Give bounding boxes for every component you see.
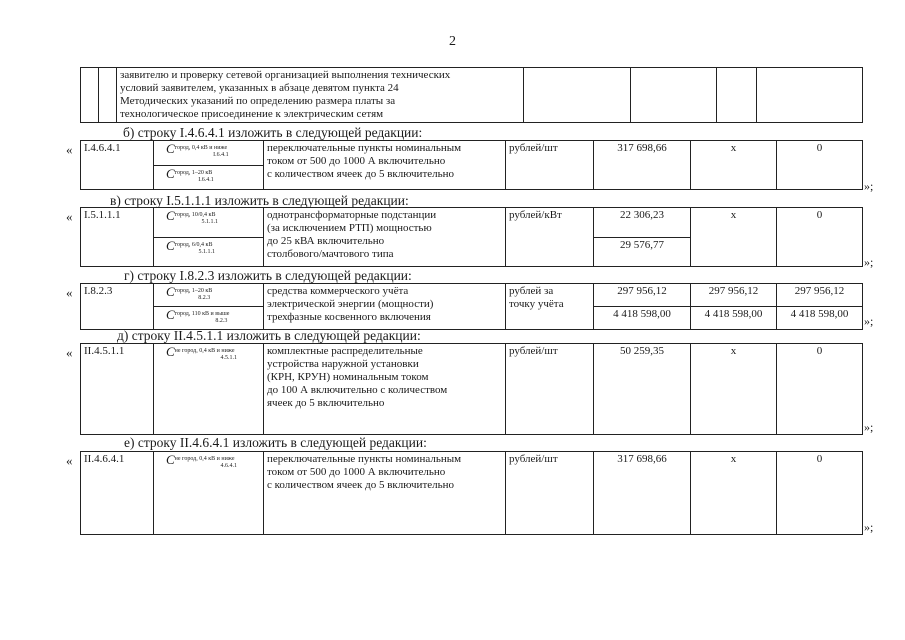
section-heading: б) строку I.4.6.4.1 изложить в следующей редакции: [123,125,423,140]
tariff-symbol: $C^{город, 1-20 кВ}_{8.2.3}$ [154,284,264,307]
value-cell: 297 956,12 [691,284,777,307]
section-heading: д) строку II.4.5.1.1 изложить в следующей редакции: [117,328,421,343]
close-quote: »; [864,314,874,328]
blank-cell [81,68,99,123]
row-unit: рублей/шт [506,141,594,190]
value-cell: x [691,452,777,535]
text-line: заявителю и проверку сетевой организацией выполнения технических [120,69,451,81]
row-code: I.4.6.4.1 [81,141,154,190]
tariff-symbol: $C^{город, 6/0,4 кВ}_{5.1.1.1}$ [154,237,264,267]
open-quote: « [66,142,73,157]
value-cell: 0 [777,208,863,267]
row-table-I.8.2.3 [80,283,863,330]
row-description: комплектные распределительные устройства наружной установки (КРН, КРУН) номинальным током до 100 А включительно с количеством ячеек до 5 включительно [264,344,506,435]
value-cell: 297 956,12 [594,284,691,307]
open-quote: « [66,209,73,224]
tariff-symbol: $C^{город, 0,4 кВ и ниже}_{I.6.4.1}$ [154,141,264,166]
row-unit: рублей за точку учёта [506,284,594,330]
blank-cell [717,68,757,123]
value-cell: x [691,344,777,435]
row-description: однотрансформаторные подстанции (за исключением РТП) мощностью до 25 кВА включительно столбового/мачтового типа [264,208,506,267]
row-unit: рублей/шт [506,452,594,535]
tariff-symbol: $C^{не город, 0,4 кВ и ниже}_{4.5.1.1}$ [154,344,264,435]
value-cell: 50 259,35 [594,344,691,435]
top-continuation-table [80,67,863,123]
row-code: II.4.6.4.1 [81,452,154,535]
close-quote: »; [864,255,874,269]
text-line: Методических указаний по определению размера платы за [120,95,396,107]
value-cell: 317 698,66 [594,452,691,535]
value-cell: 0 [777,452,863,535]
top-text-cell [117,68,524,123]
row-unit: рублей/шт [506,344,594,435]
value-cell: 317 698,66 [594,141,691,190]
value-cell: 4 418 598,00 [594,307,691,330]
blank-cell [524,68,631,123]
value-cell: x [691,141,777,190]
row-description: средства коммерческого учёта электрической энергии (мощности) трехфазные косвенного включения [264,284,506,330]
section-heading: е) строку II.4.6.4.1 изложить в следующей редакции: [124,435,427,450]
row-table-I.4.6.4.1 [80,140,863,190]
tariff-symbol: $C^{город, 1-20 кВ}_{I.6.4.1}$ [154,165,264,190]
value-cell: 0 [777,141,863,190]
row-description: переключательные пункты номинальным током от 500 до 1000 А включительно с количеством ячеек до 5 включительно [264,452,506,535]
value-cell: 29 576,77 [594,237,691,267]
row-table-I.5.1.1.1 [80,207,863,267]
blank-cell [631,68,717,123]
text-line: технологическое присоединение к электрическим сетям [120,108,384,120]
page-number: 2 [449,34,456,49]
value-cell: 0 [777,344,863,435]
section-heading: в) строку I.5.1.1.1 изложить в следующей редакции: [110,193,409,208]
open-quote: « [66,453,73,468]
close-quote: »; [864,179,874,193]
tariff-symbol: $C^{город, 110 кВ и выше}_{8.2.3}$ [154,307,264,330]
section-heading: г) строку I.8.2.3 изложить в следующей редакции: [124,268,412,283]
tariff-symbol: $C^{город, 10/0,4 кВ}_{5.1.1.1}$ [154,208,264,238]
row-description: переключательные пункты номинальным током от 500 до 1000 А включительно с количеством ячеек до 5 включительно [264,141,506,190]
value-cell: 4 418 598,00 [777,307,863,330]
tariff-symbol: $C^{не город, 0,4 кВ и ниже}_{4.6.4.1}$ [154,452,264,535]
open-quote: « [66,345,73,360]
row-code: II.4.5.1.1 [81,344,154,435]
value-cell: x [691,208,777,267]
blank-cell [757,68,863,123]
row-unit: рублей/кВт [506,208,594,267]
row-table-II.4.5.1.1 [80,343,863,435]
blank-cell [99,68,117,123]
row-code: I.8.2.3 [81,284,154,330]
close-quote: »; [864,420,874,434]
text-line: условий заявителем, указанных в абзаце девятом пункта 24 [120,82,399,94]
row-code: I.5.1.1.1 [81,208,154,267]
value-cell: 4 418 598,00 [691,307,777,330]
close-quote: »; [864,520,874,534]
row-table-II.4.6.4.1 [80,451,863,535]
value-cell: 297 956,12 [777,284,863,307]
value-cell: 22 306,23 [594,208,691,238]
open-quote: « [66,285,73,300]
